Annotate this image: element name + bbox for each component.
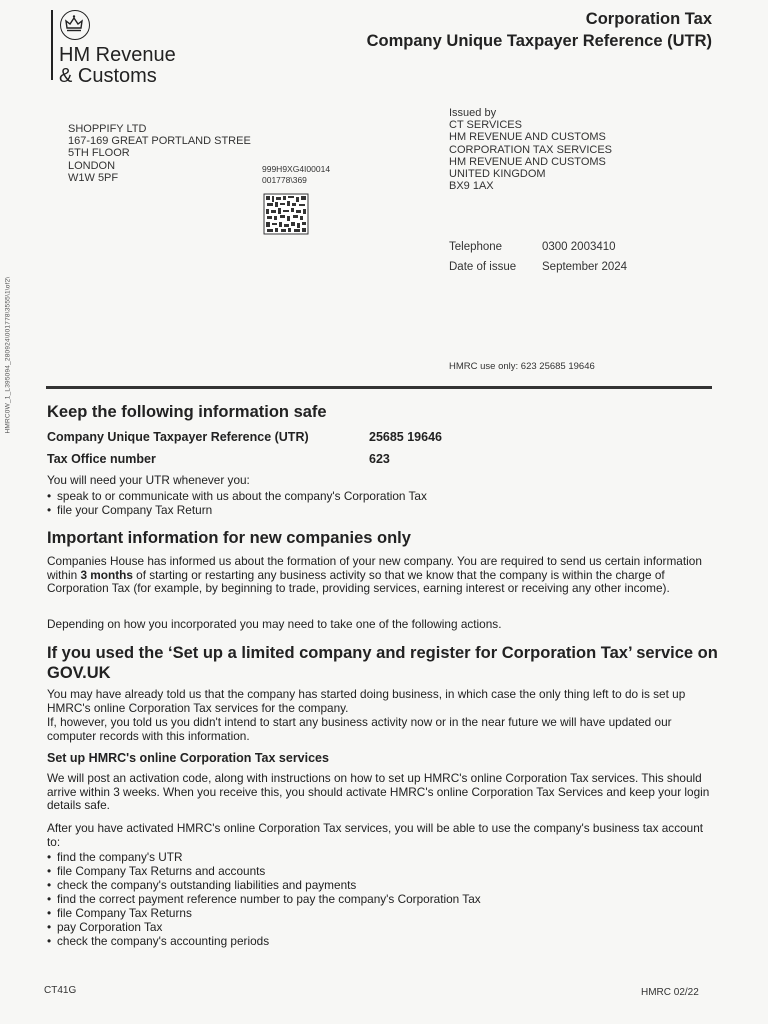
issuer-line: HM REVENUE AND CUSTOMS xyxy=(449,155,606,168)
list-item: • find the company's UTR xyxy=(47,850,481,864)
telephone-value: 0300 2003410 xyxy=(542,241,616,253)
business-account-list xyxy=(47,850,481,948)
logo-text-line1: HM Revenue xyxy=(59,44,176,66)
address-line: 167-169 GREAT PORTLAND STREE xyxy=(68,135,251,148)
utr-value: 25685 19646 xyxy=(369,430,442,444)
new-companies-para1 xyxy=(47,555,715,596)
address-line: SHOPPIFY LTD xyxy=(68,123,147,135)
para-text: Companies House has informed us about the formation of your new company. You are required to send us certain information within xyxy=(47,554,702,582)
issuer-line: BX9 1AX xyxy=(449,180,494,193)
issuer-address xyxy=(449,107,612,192)
setup-service-heading: If you used the ‘Set up a limited company and register for Corporation Tax’ service on GOV.UK xyxy=(47,644,718,682)
list-item: • check the company's accounting periods xyxy=(47,934,481,948)
crown-crest-icon xyxy=(60,10,90,40)
barcode-icon xyxy=(263,193,309,235)
list-item: • speak to or communicate with us about the company's Corporation Tax xyxy=(47,489,427,503)
online-services-para2: After you have activated HMRC's online Corporation Tax services, you will be able to use the company's business tax account to: xyxy=(47,821,704,849)
keep-safe-heading: Keep the following information safe xyxy=(47,403,327,421)
side-reference-code: HMRC0W_1_L395094_280924\001778\3555\1\of2\ xyxy=(4,276,12,434)
para-bold: 3 months xyxy=(80,567,133,582)
setup-service-para1: You may have already told us that the company has started doing business, in which case the only thing left to do is set up HMRC's online Corporation Tax services for the company. xyxy=(47,687,686,715)
tax-office-value: 623 xyxy=(369,452,390,466)
address-line: W1W 5PF xyxy=(68,171,119,184)
issuer-line: CORPORATION TAX SERVICES xyxy=(449,143,612,156)
list-item: • check the company's outstanding liabilities and payments xyxy=(47,878,481,892)
list-item: • file your Company Tax Return xyxy=(47,503,427,517)
list-item: • file Company Tax Returns xyxy=(47,906,481,920)
tax-office-label: Tax Office number xyxy=(47,452,156,466)
form-code: CT41G xyxy=(44,985,77,996)
setup-service-para2: If, however, you told us you didn't intend to start any business activity now or in the near future we will have updated our computer records with this information. xyxy=(47,715,672,743)
document-subtitle: Company Unique Taxpayer Reference (UTR) xyxy=(366,32,712,50)
utr-uses-list xyxy=(47,489,427,517)
address-line: 5TH FLOOR xyxy=(68,147,130,160)
para-text: of starting or restarting any business activity so that we know that the company is within the charge of Corporation Tax (for example, by beginning to trade, providing services, earning interest or receiving any other income). xyxy=(47,567,670,596)
utr-label: Company Unique Taxpayer Reference (UTR) xyxy=(47,430,309,444)
issuer-line: CT SERVICES xyxy=(449,119,522,132)
form-version: HMRC 02/22 xyxy=(641,987,699,998)
recipient-address xyxy=(68,123,251,184)
online-services-heading: Set up HMRC's online Corporation Tax services xyxy=(47,751,329,765)
hmrc-use-only: HMRC use only: 623 25685 19646 xyxy=(449,361,595,372)
new-companies-heading: Important information for new companies only xyxy=(47,529,411,547)
new-companies-para2: Depending on how you incorporated you may need to take one of the following actions. xyxy=(47,617,502,631)
logo-rule xyxy=(51,10,53,80)
telephone-label: Telephone xyxy=(449,241,503,253)
recipient-ref-1: 999H9XG4I00014 xyxy=(262,164,331,174)
recipient-ref-2: 001778\369 xyxy=(262,175,307,185)
address-line: LONDON xyxy=(68,159,116,172)
section-divider xyxy=(46,386,712,389)
online-services-para1: We will post an activation code, along with instructions on how to set up HMRC's online Corporation Tax services. This should arrive within 3 weeks. When you receive this, you should activate HMRC's online Corporation Tax Services and keep your login details safe. xyxy=(47,771,710,813)
list-item: • pay Corporation Tax xyxy=(47,920,481,934)
document-title: Corporation Tax xyxy=(585,10,712,28)
issuer-line: Issued by xyxy=(449,107,497,119)
logo-text-line2: & Customs xyxy=(59,65,157,87)
issuer-line: HM REVENUE AND CUSTOMS xyxy=(449,131,606,144)
issuer-line: UNITED KINGDOM xyxy=(449,168,546,181)
list-item: • find the correct payment reference number to pay the company's Corporation Tax xyxy=(47,892,481,906)
utr-intro: You will need your UTR whenever you: xyxy=(47,473,250,487)
list-item: • file Company Tax Returns and accounts xyxy=(47,864,481,878)
date-of-issue-label: Date of issue xyxy=(449,261,517,273)
date-of-issue-value: September 2024 xyxy=(542,261,628,273)
